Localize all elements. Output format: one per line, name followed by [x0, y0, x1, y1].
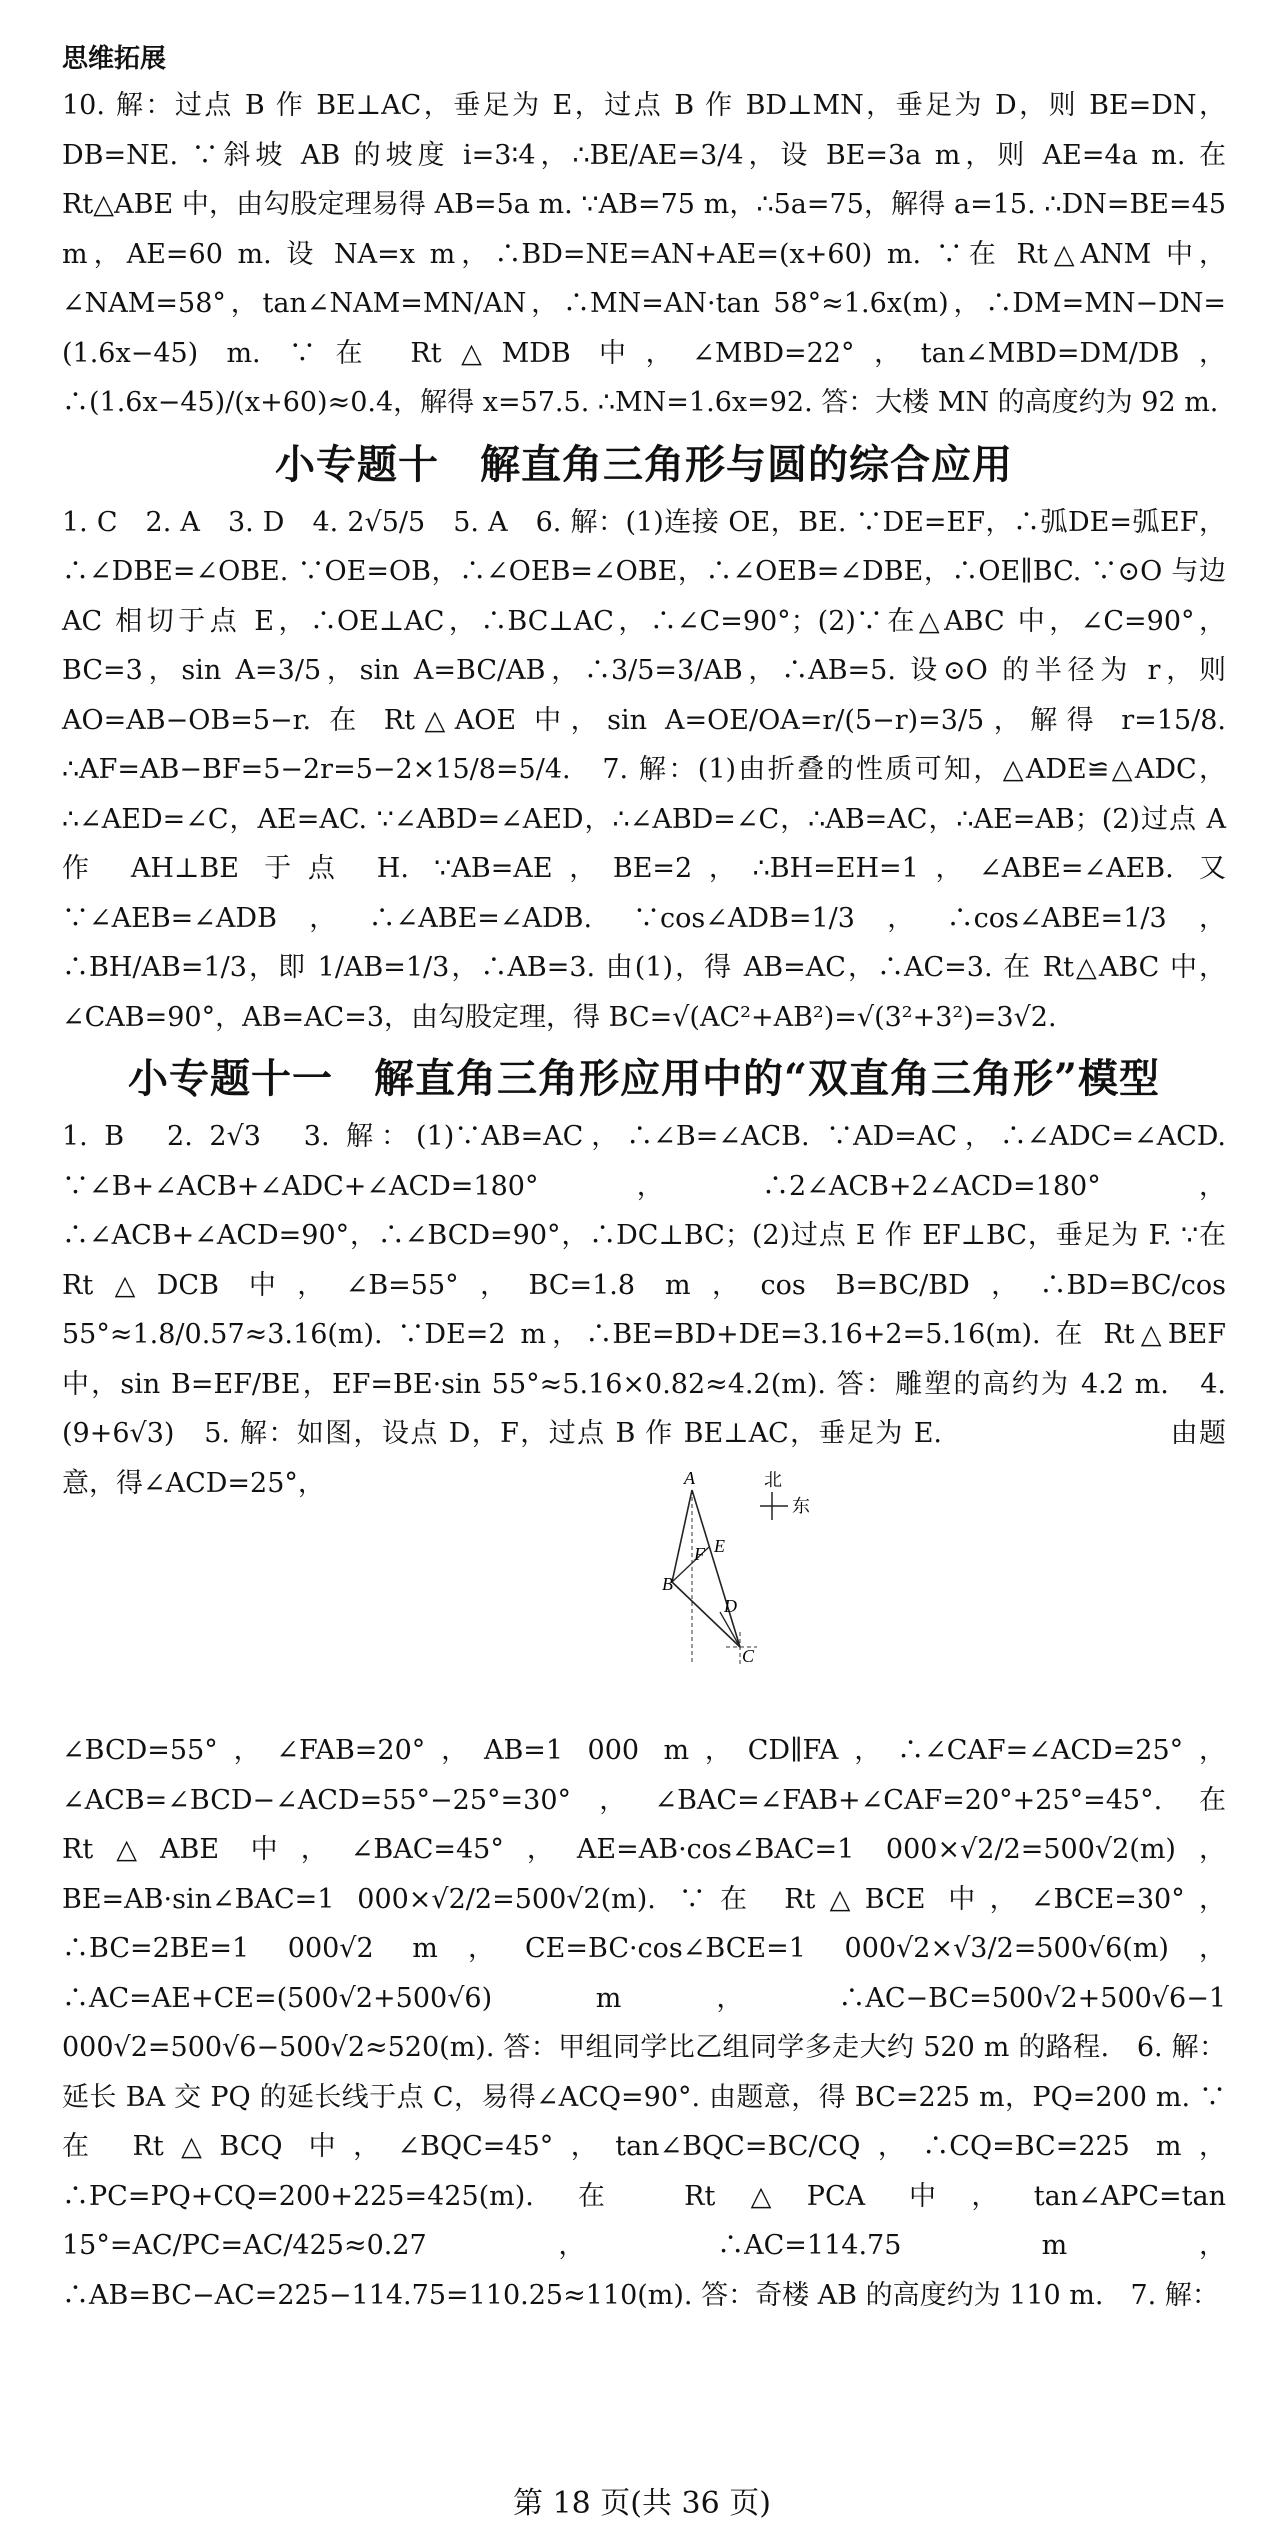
geometry-figure — [62, 1468, 1226, 1720]
point-f-label: F — [694, 1544, 705, 1564]
point-e-label: E — [714, 1536, 725, 1556]
topic11-title: 小专题十一 解直角三角形应用中的“双直角三角形”模型 — [127, 1055, 1160, 1102]
q10-solution: 10. 解：过点 B 作 BE⊥AC，垂足为 E，过点 B 作 BD⊥MN，垂足为 D，则 BE=DN，DB=NE. ∵斜坡 AB 的坡度 i=3∶4，∴BE/AE=3/4，设 BE=3a m，则 AE=4a m. 在 Rt△ABE 中，由勾股定理易得 AB=5a m. ∵AB=75 m，∴5a=75，解得 a=15. ∴DN=BE=45 m，AE=60 m. 设 NA=x m，∴BD=NE=AN+AE=(x+60) m. ∵在 Rt△ANM 中，∠NAM=58°，tan∠NAM=MN/AN，∴MN=AN·tan 58°≈1.6x(m)，∴DM=MN−DN=(1.6x−45) m. ∵在 Rt△MDB 中，∠MBD=22°，tan∠MBD=DM/DB，∴(1.6x−45)/(x+60)≈0.4，解得 x=57.5. ∴MN=1.6x=92. 答：大楼 MN 的高度约为 92 m. — [62, 90, 1226, 418]
east-label: 东 — [792, 1496, 810, 1517]
topic10-title: 小专题十 解直角三角形与圆的综合应用 — [275, 440, 1013, 488]
segment-cd — [720, 1612, 740, 1647]
topic10-answers: 1. C 2. A 3. D 4. 2√5/5 5. A 6. 解：(1)连接 OE，BE. ∵DE=EF，∴弧DE=弧EF，∴∠DBE=∠OBE. ∵OE=OB，∴∠OEB=∠OBE，∴∠OEB=∠DBE，∴OE∥BC. ∵⊙O 与边 AC 相切于点 E，∴OE⊥AC，∴BC⊥AC，∴∠C=90°；(2)∵在△ABC 中，∠C=90°，BC=3，sin A=3/5，sin A=BC/AB，∴3/5=3/AB，∴AB=5. 设⊙O 的半径为 r，则 AO=AB−OB=5−r. 在 Rt△AOE 中，sin A=OE/OA=r/(5−r)=3/5，解得 r=15/8. ∴AF=AB−BF=5−2r=5−2×15/8=5/4. 7. 解：(1)由折叠的性质可知，△ADE≌△ADC，∴∠AED=∠C，AE=AC. ∵∠ABD=∠AED，∴∠ABD=∠C，∴AB=AC，∴AE=AB；(2)过点 A 作 AH⊥BE 于点 H. ∵AB=AE，BE=2，∴BH=EH=1，∠ABE=∠AEB. 又∵∠AEB=∠ADB，∴∠ABE=∠ADB. ∵cos∠ADB=1/3，∴cos∠ABE=1/3，∴BH/AB=1/3，即 1/AB=1/3，∴AB=3. 由(1)，得 AB=AC，∴AC=3. 在 Rt△ABC 中，∠CAB=90°，AB=AC=3，由勾股定理，得 BC=√(AC²+AB²)=√(3²+3²)=3√2. — [62, 506, 1226, 1033]
topic11-answers-part2: ∠BCD=55°，∠FAB=20°，AB=1 000 m，CD∥FA，∴∠CAF=∠ACD=25°，∠ACB=∠BCD−∠ACD=55°−25°=30°，∠BAC=∠FAB+∠CAF=20°+25°=45°. 在 Rt△ABE 中，∠BAC=45°，AE=AB·cos∠BAC=1 000×√2/2=500√2(m)，BE=AB·sin∠BAC=1 000×√2/2=500√2(m). ∵在 Rt△BCE 中，∠BCE=30°，∴BC=2BE=1 000√2 m，CE=BC·cos∠BCE=1 000√2×√3/2=500√6(m)，∴AC=AE+CE=(500√2+500√6) m，∴AC−BC=500√2+500√6−1 000√2=500√6−500√2≈520(m). 答：甲组同学比乙组同学多走大约 520 m 的路程. 6. 解：延长 BA 交 PQ 的延长线于点 C，易得∠ACQ=90°. 由题意，得 BC=225 m，PQ=200 m. ∵在 Rt△BCQ 中，∠BQC=45°，tan∠BQC=BC/CQ，∴CQ=BC=225 m，∴PC=PQ+CQ=200+225=425(m). 在 Rt△PCA 中，tan∠APC=tan 15°=AC/PC=AC/425≈0.27，∴AC=114.75 m，∴AB=BC−AC=225−114.75=110.25≈110(m). 答：奇楼 AB 的高度约为 110 m. 7. 解： — [62, 1735, 1226, 2311]
segment-ab — [672, 1490, 692, 1582]
north-label: 北 — [764, 1470, 782, 1491]
point-d-label: D — [724, 1596, 737, 1616]
topic11-answers-part1: 1. B 2. 2√3 3. 解：(1)∵AB=AC，∴∠B=∠ACB. ∵AD=AC，∴∠ADC=∠ACD. ∵∠B+∠ACB+∠ADC+∠ACD=180°，∴2∠ACB+2∠ACD=180°，∴∠ACB+∠ACD=90°，∴∠BCD=90°，∴DC⊥BC；(2)过点 E 作 EF⊥BC，垂足为 F. ∵在 Rt△DCB 中，∠B=55°，BC=1.8 m，cos B=BC/BD，∴BD=BC/cos 55°≈1.8/0.57≈3.16(m). ∵DE=2 m，∴BE=BD+DE=3.16+2=5.16(m). 在 Rt△BEF 中，sin B=EF/BE，EF=BE·sin 55°≈5.16×0.82≈4.2(m). 答：雕塑的高约为 4.2 m. 4. (9+6√3) 5. 解：如图，设点 D，F，过点 B 作 BE⊥AC，垂足为 E. 由题意，得∠ACD=25°， — [62, 1121, 1226, 1499]
section-label: 思维拓展 — [62, 44, 167, 74]
page-footer: 第 18 页(共 36 页) — [513, 2486, 771, 2521]
point-c-label: C — [742, 1646, 755, 1666]
bearing-diagram — [662, 1462, 822, 1672]
point-b-label: B — [662, 1574, 673, 1594]
point-a-label: A — [684, 1468, 695, 1488]
